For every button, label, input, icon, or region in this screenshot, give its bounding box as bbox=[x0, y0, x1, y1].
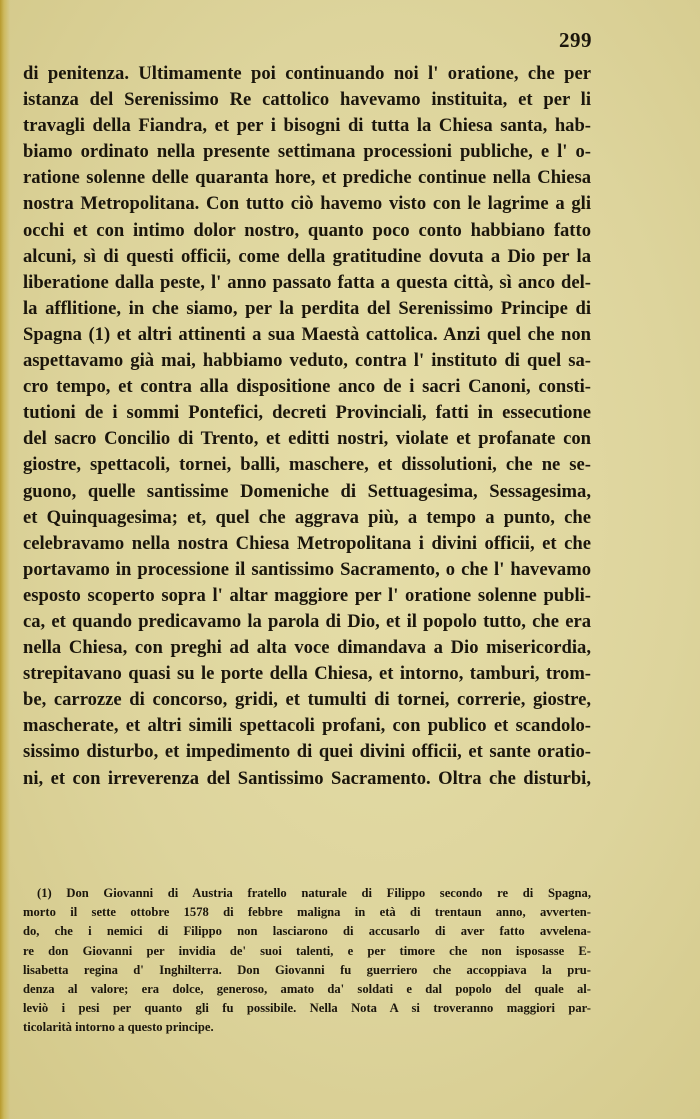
body-line: mascherate, et altri simili spettacoli profani, con publico et scandolo- bbox=[23, 715, 591, 737]
body-line: nostra Metropolitana. Con tutto ciò havemo visto con le lagrime a gli bbox=[23, 193, 591, 215]
footnote-line: (1) Don Giovanni di Austria fratello naturale di Filippo secondo re di Spagna, bbox=[37, 886, 591, 900]
body-line: ca, et quando predicavamo la parola di Dio, et il popolo tutto, che era bbox=[23, 610, 591, 632]
body-line: giostre, spettacoli, tornei, balli, maschere, et dissolutioni, che ne se- bbox=[23, 454, 591, 476]
body-line: Spagna (1) et altri attinenti a sua Maestà cattolica. Anzi quel che non bbox=[23, 323, 591, 345]
footnote-line: re don Giovanni per invidia de' suoi talenti, e per timore che non isposasse E- bbox=[23, 943, 591, 958]
footnote-line: morto il sette ottobre 1578 di febbre maligna in età di trentaun anno, avverten- bbox=[23, 905, 591, 920]
footnote-line: lisabetta regina d' Inghilterra. Don Giovanni fu guerriero che accoppiava la pru- bbox=[23, 962, 591, 977]
body-line: esposto scoperto sopra l' altar maggiore per l' oratione solenne publi- bbox=[23, 584, 591, 606]
body-line: liberatione dalla peste, l' anno passato fatta a questa città, sì anco del- bbox=[23, 271, 591, 293]
footnote-line: ticolarità intorno a questo principe. bbox=[23, 1020, 214, 1035]
body-line: et Quinquagesima; et, quel che aggrava più, a tempo a punto, che bbox=[23, 506, 591, 528]
body-line: tutioni de i sommi Pontefici, decreti Provinciali, fatti in essecutione bbox=[23, 402, 591, 424]
body-line: ni, et con irreverenza del Santissimo Sacramento. Oltra che disturbi, bbox=[23, 767, 591, 789]
body-line: cro tempo, et contra alla dispositione anco de i sacri Canoni, consti- bbox=[23, 376, 591, 398]
body-line: alcuni, sì di questi officii, come della gratitudine dovuta a Dio per la bbox=[23, 245, 591, 267]
body-text bbox=[23, 61, 591, 792]
body-line: ratione solenne delle quaranta hore, et prediche continue nella Chiesa bbox=[23, 167, 591, 189]
body-line: di penitenza. Ultimamente poi continuando noi l' oratione, che per bbox=[23, 63, 591, 84]
body-line: nella Chiesa, con preghi ad alta voce dimandava a Dio misericordia, bbox=[23, 637, 591, 659]
body-line: be, carrozze di concorso, gridi, et tumulti di tornei, correrie, giostre, bbox=[23, 689, 591, 711]
footnote-line: do, che i nemici di Filippo non lasciarono di accusarlo di aver fatto avvelena- bbox=[23, 924, 591, 939]
body-line: portavamo in processione il santissimo Sacramento, o che l' havevamo bbox=[23, 558, 591, 580]
binding-edge bbox=[0, 0, 10, 1119]
body-line: la afflitione, in che siamo, per la perdita del Serenissimo Principe di bbox=[23, 297, 591, 319]
footnote-line: denza al valore; era dolce, generoso, amato da' soldati e dal popolo del quale al- bbox=[23, 981, 591, 996]
body-line: biamo ordinato nella presente settimana processioni publiche, e l' o- bbox=[23, 141, 591, 163]
body-line: strepitavano quasi su le porte della Chiesa, et intorno, tamburi, trom- bbox=[23, 663, 591, 685]
body-line: aspettavamo già mai, habbiamo veduto, contra l' instituto di quel sa- bbox=[23, 350, 591, 372]
body-line: celebravamo nella nostra Chiesa Metropolitana i divini officii, et che bbox=[23, 532, 591, 554]
footnote bbox=[23, 884, 591, 1038]
body-line: istanza del Serenissimo Re cattolico havevamo instituita, et per li bbox=[23, 89, 591, 111]
body-line: travagli della Fiandra, et per i bisogni di tutta la Chiesa santa, hab- bbox=[23, 115, 591, 137]
footnote-line: leviò i pesi per quanto gli fu possibile. Nella Nota A si troveranno maggiori par- bbox=[23, 1001, 591, 1016]
page-number: 299 bbox=[559, 28, 592, 52]
body-line: occhi et con intimo dolor nostro, quanto poco conto habbiano fatto bbox=[23, 219, 591, 241]
body-line: guono, quelle santissime Domeniche di Settuagesima, Sessagesima, bbox=[23, 480, 591, 502]
body-line: del sacro Concilio di Trento, et editti nostri, violate et profanate con bbox=[23, 428, 591, 450]
body-line: sissimo disturbo, et impedimento di quei divini officii, et sante oratio- bbox=[23, 741, 591, 763]
